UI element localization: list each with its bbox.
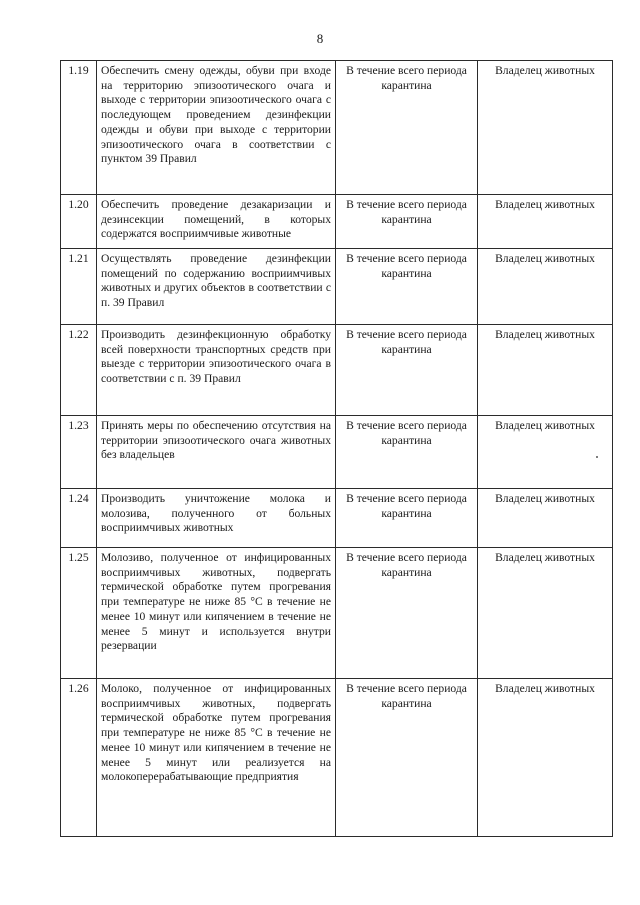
row-action: Принять меры по обеспечению отсутствия на территории эпизоотического очага животных без владельцев	[97, 416, 336, 489]
table-row	[61, 416, 613, 489]
row-number: 1.21	[61, 249, 97, 325]
row-responsible: Владелец животных	[478, 325, 613, 416]
row-number: 1.23	[61, 416, 97, 489]
row-action: Молозиво, полученное от инфицированных восприимчивых животных, подвергать термической обработке путем прогревания при температуре не ниже 85 °С в течение не менее 10 минут или кипячением в течение не менее 5 минут и используется внутри резервации	[97, 548, 336, 679]
row-responsible: Владелец животных	[478, 548, 613, 679]
row-number: 1.22	[61, 325, 97, 416]
row-term: В течение всего периода карантина	[336, 61, 478, 195]
table-row	[61, 489, 613, 548]
row-responsible: Владелец животных	[478, 416, 613, 489]
row-responsible: Владелец животных	[478, 61, 613, 195]
row-responsible: Владелец животных	[478, 489, 613, 548]
table-row	[61, 679, 613, 837]
row-number: 1.24	[61, 489, 97, 548]
row-action: Обеспечить смену одежды, обуви при входе на территорию эпизоотического очага и выходе с территории эпизоотического очага с последующем проведением дезинфекции одежды и обуви при выходе с территории эпизоотического очага в соответствии с пунктом 39 Правил	[97, 61, 336, 195]
row-responsible: Владелец животных	[478, 249, 613, 325]
row-action: Производить дезинфекционную обработку всей поверхности транспортных средств при выезде с территории эпизоотического очага в соответствии с п. 39 Правил	[97, 325, 336, 416]
row-responsible: Владелец животных	[478, 679, 613, 837]
row-action: Осуществлять проведение дезинфекции помещений по содержанию восприимчивых животных и других объектов в соответствии с п. 39 Правил	[97, 249, 336, 325]
row-responsible: Владелец животных	[478, 195, 613, 249]
row-term: В течение всего периода карантина	[336, 679, 478, 837]
measures-table	[60, 60, 613, 837]
table-row	[61, 61, 613, 195]
row-number: 1.25	[61, 548, 97, 679]
row-action: Обеспечить проведение дезакаризации и дезинсекции помещений, в которых содержатся восприимчивые животные	[97, 195, 336, 249]
page-number: 8	[316, 31, 324, 46]
row-term: В течение всего периода карантина	[336, 249, 478, 325]
table-row	[61, 548, 613, 679]
table-row	[61, 325, 613, 416]
row-term: В течение всего периода карантина	[336, 416, 478, 489]
table-row	[61, 249, 613, 325]
row-number: 1.26	[61, 679, 97, 837]
row-number: 1.20	[61, 195, 97, 249]
row-action: Производить уничтожение молока и молозива, полученного от больных восприимчивых животных	[97, 489, 336, 548]
scan-speck	[596, 456, 598, 458]
row-number: 1.19	[61, 61, 97, 195]
row-term: В течение всего периода карантина	[336, 325, 478, 416]
table-row	[61, 195, 613, 249]
row-term: В течение всего периода карантина	[336, 489, 478, 548]
row-term: В течение всего периода карантина	[336, 548, 478, 679]
row-action: Молоко, полученное от инфицированных восприимчивых животных, подвергать термической обработке путем прогревания при температуре не ниже 85 °С в течение не менее 10 минут или кипячением в течение не менее 5 минут или реализуется на молокоперерабатывающие предприятия	[97, 679, 336, 837]
row-term: В течение всего периода карантина	[336, 195, 478, 249]
